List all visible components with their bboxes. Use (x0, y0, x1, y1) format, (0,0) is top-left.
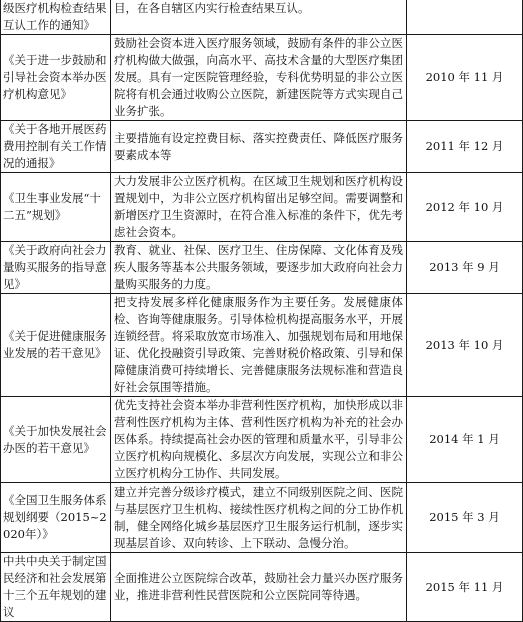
policy-date: 2012 年 10 月 (425, 199, 504, 214)
policy-date: 2013 年 9 月 (429, 260, 500, 274)
policy-title-cell (1, 294, 111, 397)
policy-content: 主要措施有设定控费目标、落实控费责任、降低医疗服务要素成本等 (114, 130, 403, 162)
policy-date-cell (407, 294, 523, 397)
policy-content: 把支持发展多样化健康服务作为主要任务。发展健康体检、咨询等健康服务。引导体检机构提高服务水平，开展连锁经营。将采取放宽市场准入、加强规划布局和用地保证、优化投融资引导政策、完善财税价格政策、引导和保障健康消费可持续增长、完善健康服务法规标准和营造良好社会氛围等措施。 (114, 295, 403, 394)
policy-content: 教育、就业、社保、医疗卫生、住房保障、文化体育及残疾人服务等基本公共服务领域，要逐步加大政府向社会力量购买服务的力度。 (114, 243, 403, 291)
policy-date-cell (407, 35, 523, 121)
policy-content: 大力发展非公立医疗机构。在区域卫生规划和医疗机构设置规划中，为非公立医疗机构留出足够空间。需要调整和新增医疗卫生资源时，在符合准入标准的条件下，优先考虑社会资本。 (114, 174, 403, 239)
policy-title: 中共中央关于制定国民经济和社会发展第十三个五年规划的建议 (3, 554, 107, 619)
policy-date: 2010 年 11 月 (425, 70, 504, 84)
table-row (1, 294, 523, 397)
policy-date-cell (407, 173, 523, 242)
table-row (1, 242, 523, 294)
policy-date: 2011 年 12 月 (425, 139, 504, 153)
policy-title: 《卫生事业发展“十二五”规划》 (3, 191, 101, 222)
policy-title-cell (1, 483, 111, 553)
policy-title: 《关于加快发展社会办医的若干意见》 (3, 423, 107, 455)
policy-date: 2015 年 11 月 (425, 579, 504, 594)
policy-title-cell (1, 121, 111, 173)
table-row (1, 397, 523, 483)
policy-content-cell (111, 242, 407, 294)
policy-content-cell (111, 173, 407, 242)
policy-content: 建立并完善分级诊疗模式，建立不同级别医院之间、医院与基层医疗卫生机构、接续性医疗机构之间的分工协作机制，健全网络化城乡基层医疗卫生服务运行机制，逐步实现基层首诊、双向转诊、上下联动、急慢分治。 (114, 484, 403, 550)
policy-title-cell (1, 242, 111, 294)
policy-content: 鼓励社会资本进入医疗服务领域，鼓励有条件的非公立医疗机构做大做强，向高水平、高技术含量的大型医疗集团发展。具有一定医院管理经验，专科优势明显的非公立医院将有机会通过收购公立医院，新建医院等方式实现自己业务扩张。 (114, 36, 403, 118)
policy-content-cell (111, 121, 407, 173)
policy-date-cell (407, 483, 523, 553)
policy-title: 《关于各地开展医药费用控制有关工作情况的通报》 (3, 122, 107, 170)
policy-content-cell (111, 35, 407, 121)
table-row (1, 173, 523, 242)
policy-title: 《关于促进健康服务业发展的若干意见》 (3, 329, 107, 360)
table-row (1, 483, 523, 553)
policy-content-cell (111, 397, 407, 483)
policy-date-cell (407, 553, 523, 622)
table-row (1, 35, 523, 121)
policy-date-cell (407, 397, 523, 483)
policy-title-cell (1, 35, 111, 121)
policy-date-cell (407, 242, 523, 294)
policy-content-cell (111, 483, 407, 553)
policy-content-cell (111, 294, 407, 397)
policy-date-cell (407, 0, 523, 35)
policy-title: 《全国卫生服务体系规划纲要（2015~2020年）》 (3, 493, 107, 541)
table-row (1, 121, 523, 173)
policy-date: 2014 年 1 月 (429, 432, 500, 446)
policy-content-cell (111, 553, 407, 622)
policy-title: 《关于政府向社会力量购买服务的指导意见》 (3, 243, 107, 291)
policy-title-cell (1, 397, 111, 483)
policy-date-cell (407, 121, 523, 173)
policy-date: 2013 年 10 月 (425, 337, 504, 352)
policy-title-cell (1, 553, 111, 622)
policy-content: 全面推进公立医院综合改革，鼓励社会力量兴办医疗服务业，推进非营利性民营医院和公立医院同等待遇。 (114, 571, 403, 602)
policy-content: 优先支持社会资本举办非营利性医疗机构，加快形成以非营利性医疗机构为主体、营利性医疗机构为补充的社会办医体系。持续提高社会办医的管理和质量水平，引导非公立医疗机构向规模化、多层次方向发展，实现公立和非公立医疗机构分工协作、共同发展。 (114, 398, 403, 480)
table-row (1, 553, 523, 622)
policy-title-cell (1, 173, 111, 242)
policy-title: 级医疗机构检查结果互认工作的通知》 (3, 1, 107, 32)
policy-title: 《关于进一步鼓励和引导社会资本举办医疗机构意见》 (3, 53, 107, 101)
policy-date: 2015 年 3 月 (429, 510, 500, 524)
policy-content-cell (111, 0, 407, 35)
table-row (1, 0, 523, 35)
policy-title-cell (1, 0, 111, 35)
policy-content: 目，在各自辖区内实行检查结果互认。 (114, 1, 310, 15)
